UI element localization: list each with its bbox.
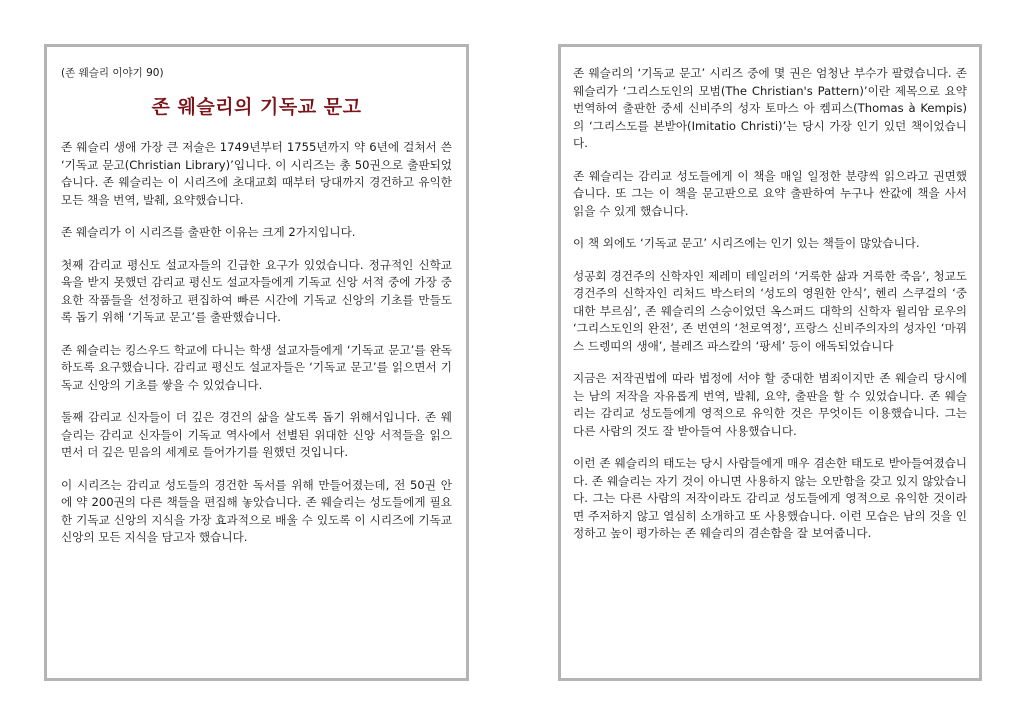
series-label: (존 웨슬리 이야기 90) — [61, 67, 164, 79]
page-title: 존 웨슬리의 기독교 문고 — [151, 96, 362, 118]
paragraph: 존 웨슬리는 킹스우드 학교에 다니는 학생 설교자들에게 ‘기독교 문고’를 완독하도록 요구했습니다. 감리교 평신도 설교자들은 ‘기독교 문고’를 읽으면서 기독교 신앙의 기초를 쌓을 수 있었습니다. — [61, 342, 452, 392]
paragraph: 존 웨슬리의 ‘기독교 문고’ 시리즈 중에 몇 권은 엄청난 부수가 팔렸습니다. 존 웨슬리가 ‘그리스도인의 모범(The Christian's Pattern)’이란 제목으로 요약 번역하여 출판한 중세 신비주의 성자 토마스 아 켐피스(Thomas à Kempis)의 ‘그리스도를 본받아(Imitatio Christi)’는 당시 가장 인기 있던 책이었습니다. — [573, 66, 967, 150]
left-page — [44, 44, 469, 681]
paragraph: 존 웨슬리 생애 가장 큰 저술은 1749년부터 1755년까지 약 6년에 걸쳐서 쓴 ‘기독교 문고(Christian Library)’입니다. 이 시리즈는 총 50권으로 출판되었습니다. 존 웨슬리는 이 시리즈에 초대교회 때부터 당대까지 경건하고 유익한 모든 책을 번역, 발췌, 요약했습니다. — [61, 140, 452, 207]
paragraph: 이 책 외에도 ‘기독교 문고’ 시리즈에는 인기 있는 책들이 많았습니다. — [573, 236, 920, 250]
paragraph: 존 웨슬리가 이 시리즈를 출판한 이유는 크게 2가지입니다. — [61, 225, 356, 239]
paragraph: 지금은 저작권법에 따라 법정에 서야 할 중대한 범죄이지만 존 웨슬리 당시에는 남의 저작을 자유롭게 번역, 발췌, 요약, 출판을 할 수 있었습니다. 존 웨슬리는 감리교 성도들에게 영적으로 유익한 것은 무엇이든 이용했습니다. 그는 다른 사람의 것도 잘 받아들여 사용했습니다. — [573, 371, 967, 438]
right-page — [558, 44, 982, 681]
paragraph: 이런 존 웨슬리의 태도는 당시 사람들에게 매우 겸손한 태도로 받아들여졌습니다. 존 웨슬리는 자기 것이 아니면 사용하지 않는 오만함을 갖고 있지 않았습니다. 그는 다른 사람의 저작이라도 감리교 성도들에게 영적으로 유익한 것이라면 주저하지 않고 열심히 소개하고 또 사용했습니다. 이런 모습은 남의 것을 인정하고 높이 평가하는 존 웨슬리의 겸손함을 잘 보여줍니다. — [573, 456, 967, 540]
paragraph: 성공회 경건주의 신학자인 제레미 테일러의 ‘거룩한 삶과 거룩한 죽음’, 청교도 경건주의 신학자인 리처드 박스터의 ‘성도의 영원한 안식’, 헨리 스쿠걸의 ‘중대한 부르심’, 존 웨슬리의 스승이었던 옥스퍼드 대학의 신학자 윌리암 로우의 ‘그리스도인의 완전’, 존 번연의 ‘천로역정’, 프랑스 신비주의자의 성자인 ‘마꿔스 드렝띠의 생애’, 블레즈 파스칼의 ‘팡세’ 등이 애독되었습니다 — [573, 268, 967, 353]
paragraph: 둘째 감리교 신자들이 더 깊은 경건의 삶을 살도록 돕기 위해서입니다. 존 웨슬리는 감리교 신자들이 기독교 역사에서 선별된 위대한 신앙 서적들을 읽으면서 더 깊은 믿음의 세계로 들어가기를 원했던 것입니다. — [61, 410, 452, 459]
paragraph: 존 웨슬리는 감리교 성도들에게 이 책을 매일 일정한 분량씩 읽으라고 권면했습니다. 또 그는 이 책을 문고판으로 요약 출판하여 누구나 싼값에 책을 사서 읽을 수 있게 했습니다. — [573, 168, 967, 218]
paragraph: 첫째 감리교 평신도 설교자들의 긴급한 요구가 있었습니다. 정규적인 신학교육을 받지 못했던 감리교 평신도 설교자들에게 기독교 신앙 서적 중에 가장 중요한 작품들을 선정하고 편집하여 빠른 시간에 기독교 신앙의 기초를 만들도록 돕기 위해 ‘기독교 문고’를 출판했습니다. — [61, 257, 452, 324]
paragraph: 이 시리즈는 감리교 성도들의 경건한 독서를 위해 만들어졌는데, 전 50권 안에 약 200권의 다른 책들을 편집해 놓았습니다. 존 웨슬리는 성도들에게 필요한 기독교 신앙의 지식을 가장 효과적으로 배울 수 있도록 이 시리즈에 기독교 신앙의 모든 지식을 담고자 했습니다. — [61, 477, 452, 544]
